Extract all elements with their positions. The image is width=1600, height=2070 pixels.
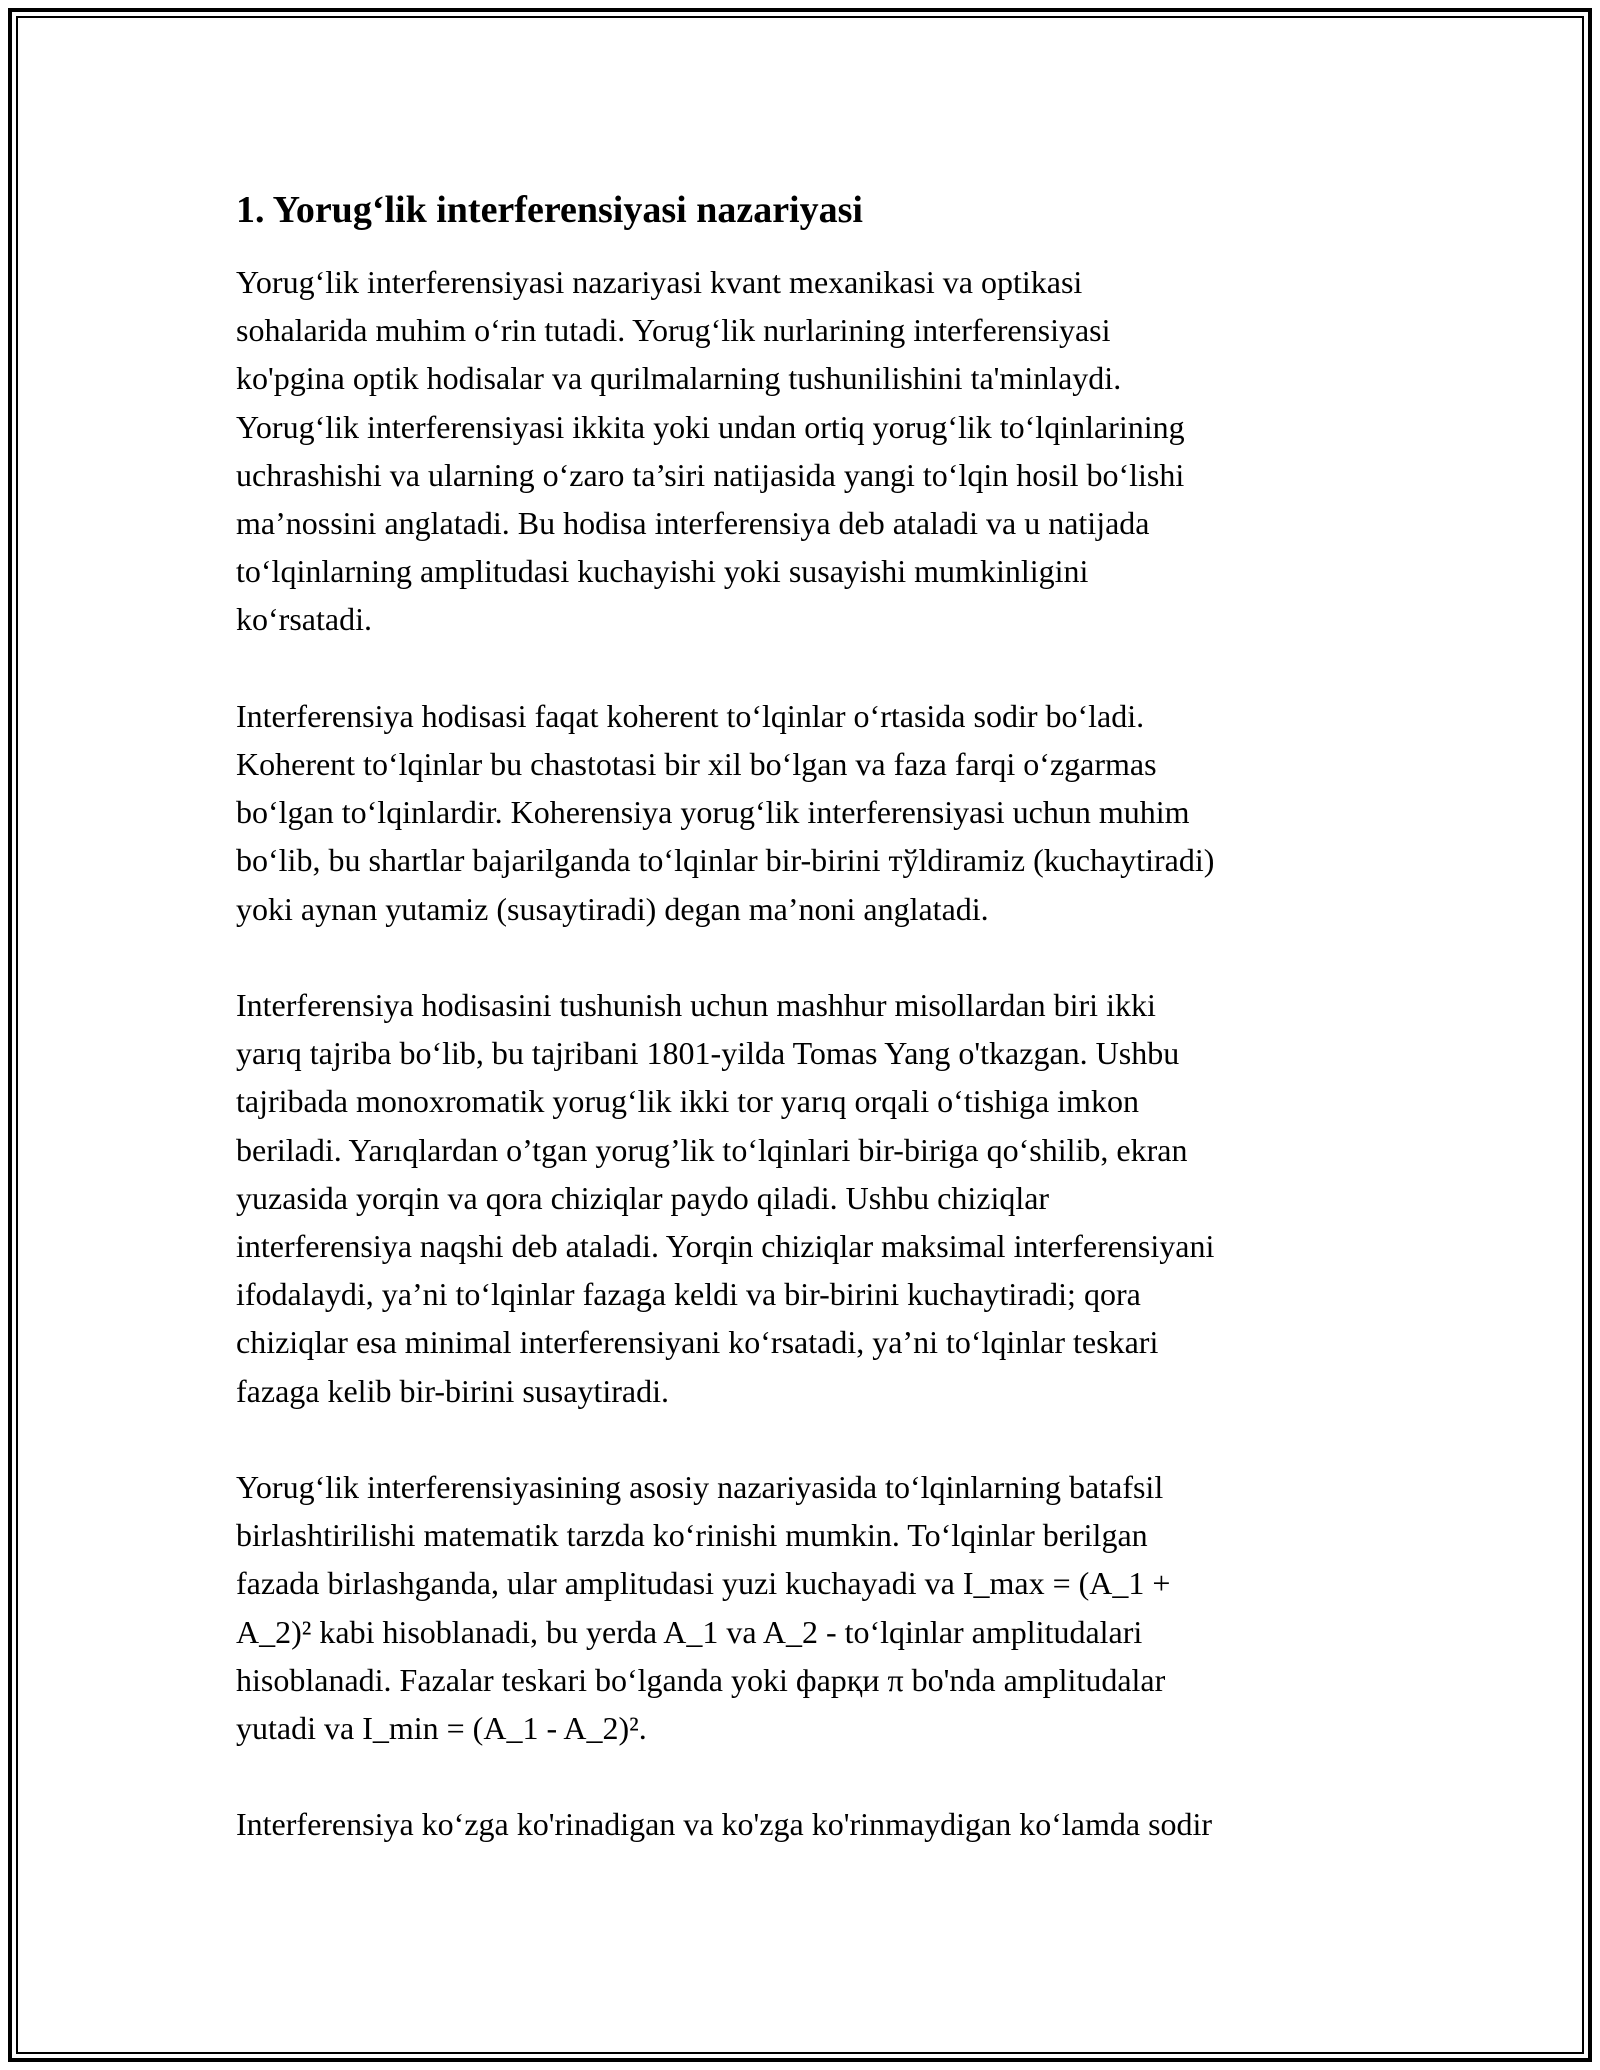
text-line: chiziqlar esa minimal interferensiyani ko‘rsatadi, ya’ni to‘lqinlar teskari (236, 1324, 1159, 1361)
text-line: hisoblanadi. Fazalar teskari bo‘lganda yoki фарқи π bo'nda amplitudalar (236, 1661, 1166, 1698)
text-line: sohalarida muhim o‘rin tutadi. Yorug‘lik nurlarining interferensiyasi (236, 312, 1111, 349)
text-line: A_2)² kabi hisoblanadi, bu yerda A_1 va A_2 - to‘lqinlar amplitudalari (236, 1613, 1143, 1650)
section-title: 1. Yorug‘lik interferensiyasi nazariyasi (236, 189, 863, 231)
document-body (236, 186, 1366, 1897)
text-line: ko‘rsatadi. (236, 601, 372, 638)
text-line: Yorug‘lik interferensiyasi ikkita yoki undan ortiq yorug‘lik to‘lqinlarining (236, 408, 1185, 445)
text-line: yarıq tajriba bo‘lib, bu tajribani 1801-yilda Tomas Yang o'tkazgan. Ushbu (236, 1035, 1180, 1072)
text-line: ifodalaydi, ya’ni to‘lqinlar fazaga keldi va bir-birini kuchaytiradi; qora (236, 1276, 1141, 1313)
text-line: yuzasida yorqin va qora chiziqlar paydo qiladi. Ushbu chiziqlar (236, 1179, 1050, 1216)
text-line: Interferensiya ko‘zga ko'rinadigan va ko'zga ko'rinmaydigan ko‘lamda sodir (236, 1806, 1213, 1843)
paragraph-4 (236, 1463, 1366, 1752)
text-line: Yorug‘lik interferensiyasi nazariyasi kvant mexanikasi va optikasi (236, 264, 1083, 300)
text-line: bo‘lgan to‘lqinlardir. Koherensiya yorug‘lik interferensiyasi uchun muhim (236, 794, 1190, 831)
text-line: Yorug‘lik interferensiyasining asosiy nazariyasida to‘lqinlarning batafsil (236, 1469, 1164, 1506)
text-line: birlashtirilishi matematik tarzda ko‘rinishi mumkin. To‘lqinlar berilgan (236, 1517, 1148, 1554)
text-line: fazaga kelib bir-birini susaytiradi. (236, 1372, 669, 1409)
paragraph-container (236, 258, 1366, 1849)
text-line: bo‘lib, bu shartlar bajarilganda to‘lqinlar bir-birini тўldiramiz (kuchaytiradi) (236, 842, 1215, 879)
text-line: uchrashishi va ularning o‘zaro ta’siri natijasida yangi to‘lqin hosil bo‘lishi (236, 456, 1185, 493)
text-line: Interferensiya hodisasi faqat koherent to‘lqinlar o‘rtasida sodir bo‘ladi. (236, 697, 1145, 734)
text-line: to‘lqinlarning amplitudasi kuchayishi yoki susayishi mumkinligini (236, 553, 1089, 590)
text-line: fazada birlashganda, ular amplitudasi yuzi kuchayadi va I_max = (A_1 + (236, 1565, 1171, 1602)
paragraph-3 (236, 981, 1366, 1415)
text-line: ko'pgina optik hodisalar va qurilmalarning tushunilishini ta'minlaydi. (236, 360, 1122, 397)
paragraph-2 (236, 692, 1366, 933)
paragraph-5 (236, 1800, 1366, 1848)
paragraph-1 (236, 258, 1366, 644)
text-line: yutadi va I_min = (A_1 - A_2)². (236, 1710, 647, 1747)
text-line: Koherent to‘lqinlar bu chastotasi bir xil bo‘lgan va faza farqi o‘zgarmas (236, 746, 1157, 783)
text-line: yoki aynan yutamiz (susaytiradi) degan ma’noni anglatadi. (236, 890, 989, 927)
text-line: ma’nossini anglatadi. Bu hodisa interferensiya deb ataladi va u natijada (236, 505, 1150, 542)
text-line: beriladi. Yarıqlardan o’tgan yorug’lik to‘lqinlari bir-biriga qo‘shilib, ekran (236, 1131, 1188, 1168)
text-line: interferensiya naqshi deb ataladi. Yorqin chiziqlar maksimal interferensiyani (236, 1228, 1215, 1265)
text-line: Interferensiya hodisasini tushunish uchun mashhur misollardan biri ikki (236, 987, 1156, 1024)
text-line: tajribada monoxromatik yorug‘lik ikki tor yarıq orqali o‘tishiga imkon (236, 1083, 1139, 1120)
